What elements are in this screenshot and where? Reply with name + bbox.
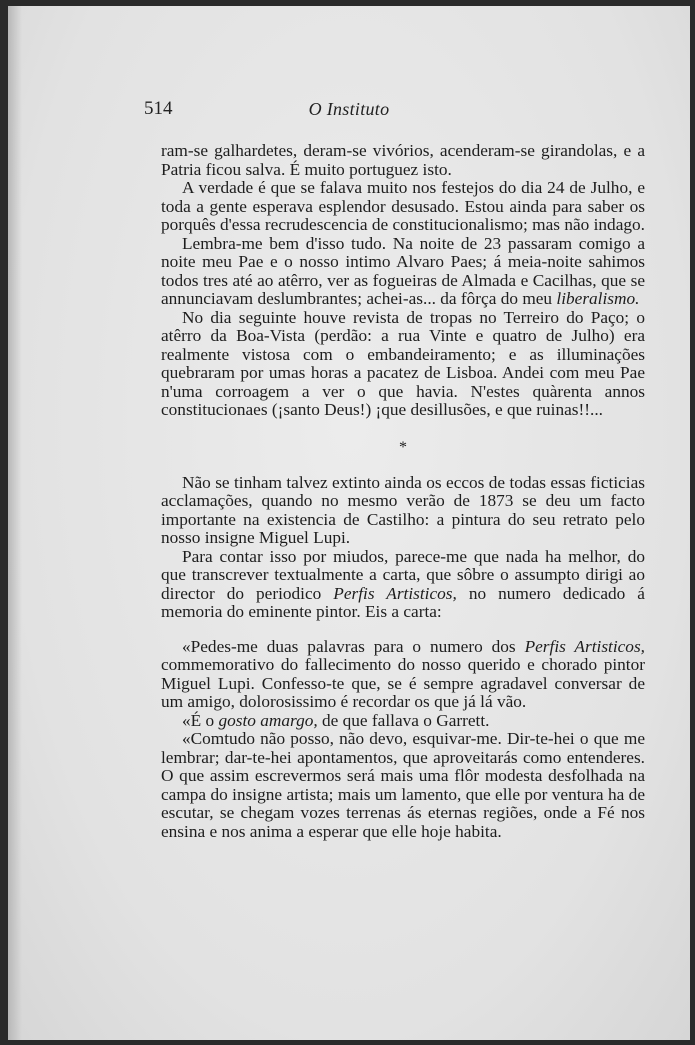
quote-2-end: de que fallava o Garrett. [317,710,490,730]
section-separator: * [399,438,407,456]
gutter-shadow [8,6,22,1040]
quote-paragraph-3: «Comtudo não posso, não devo, esquivar-me. Dir-te-hei o que me lembrar; dar-te-hei apontamentos, que aproveitarás como entenderes. O que assim escrevermos será mais uma flôr modesta desfolhada na campa do insigne artista; mais um lamento, que elle por ventura ha de escutar, se chegam vozes terrenas ás eternas regiões, onde a Fé nos ensina e nos anima a esperar que elle hoje habita. [161,729,645,841]
paragraph-6-end: no numero dedicado á memoria do eminente pintor. Eis a carta: [161,583,645,621]
paragraph-4: No dia seguinte houve revista de tropas no Terreiro do Paço; o atêrro da Boa-Vista (perdão: a rua Vinte e quatro de Julho) era realmente vistosa com o embandeiramento; e as illuminações quebraram por umas horas a pacatez de Lisboa. Andei com meu Pae n'uma corroagem a ver o que havia. N'estes quàrenta annos constitucionaes (¡santo Deus!) ¡que desillusões, e que ruinas!!... [161,307,645,419]
book-page [8,6,690,1040]
page-number: 514 [144,98,173,119]
paragraph-5: Não se tinham talvez extinto ainda os eccos de todas essas ficticias acclamações, quando no mesmo verão de 1873 se deu um facto importante na existencia de Castilho: a pintura do seu retrato pelo nosso insigne Miguel Lupi. [161,472,645,547]
quote-paragraph-1 [161,638,645,712]
paragraph-1: ram-se galhardetes, deram-se vivórios, acenderam-se girandolas, e a Patria ficou salva. É muito portuguez isto. [161,141,645,179]
paragraph-6-text: Para contar isso por miudos, parece-me que nada ha melhor, do que transcrever textualmente a carta, que sôbre o assumpto dirigi ao director do periodico [161,546,645,603]
quote-1-italic: Perfis Artisticos, [524,636,645,656]
quote-2-italic: gosto amargo, [218,710,318,730]
paragraph-2: A verdade é que se falava muito nos festejos do dia 24 de Julho, e toda a gente esperava esplendor desusado. Estou ainda para saber os porquês d'essa recrudescencia de constitucionalismo; mas não indago. [161,178,645,234]
quote-1-end: commemorativo do fallecimento do nosso querido e chorado pintor Miguel Lupi. Confesso-te que, se é sempre agradavel conversar de um amigo, dolorosissimo é recordar os que já lá vão. [161,655,645,711]
paragraph-6 [161,548,645,622]
quote-paragraph-2 [161,712,645,731]
paragraph-3 [161,235,645,309]
paragraph-3-text: Lembra-me bem d'isso tudo. Na noite de 23 passaram comigo a noite meu Pae e o nosso intimo Alvaro Paes; á meia-noite sahimos todos tres até ao atêrro, ver as fogueiras de Almada e Cacilhas, que se annunciavam deslumbrantes; achei-as... da fôrça do meu [161,233,645,308]
quote-1-text: «Pedes-me duas palavras para o numero dos [182,636,525,656]
body-text [161,142,645,841]
running-title: O Instituto [308,99,390,119]
paragraph-6-italic: Perfis Artisticos, [333,583,457,603]
page-header [8,98,690,122]
quote-gap [161,622,645,638]
quote-2-text: «É o [182,710,219,730]
paragraph-3-italic: liberalismo. [556,289,640,308]
